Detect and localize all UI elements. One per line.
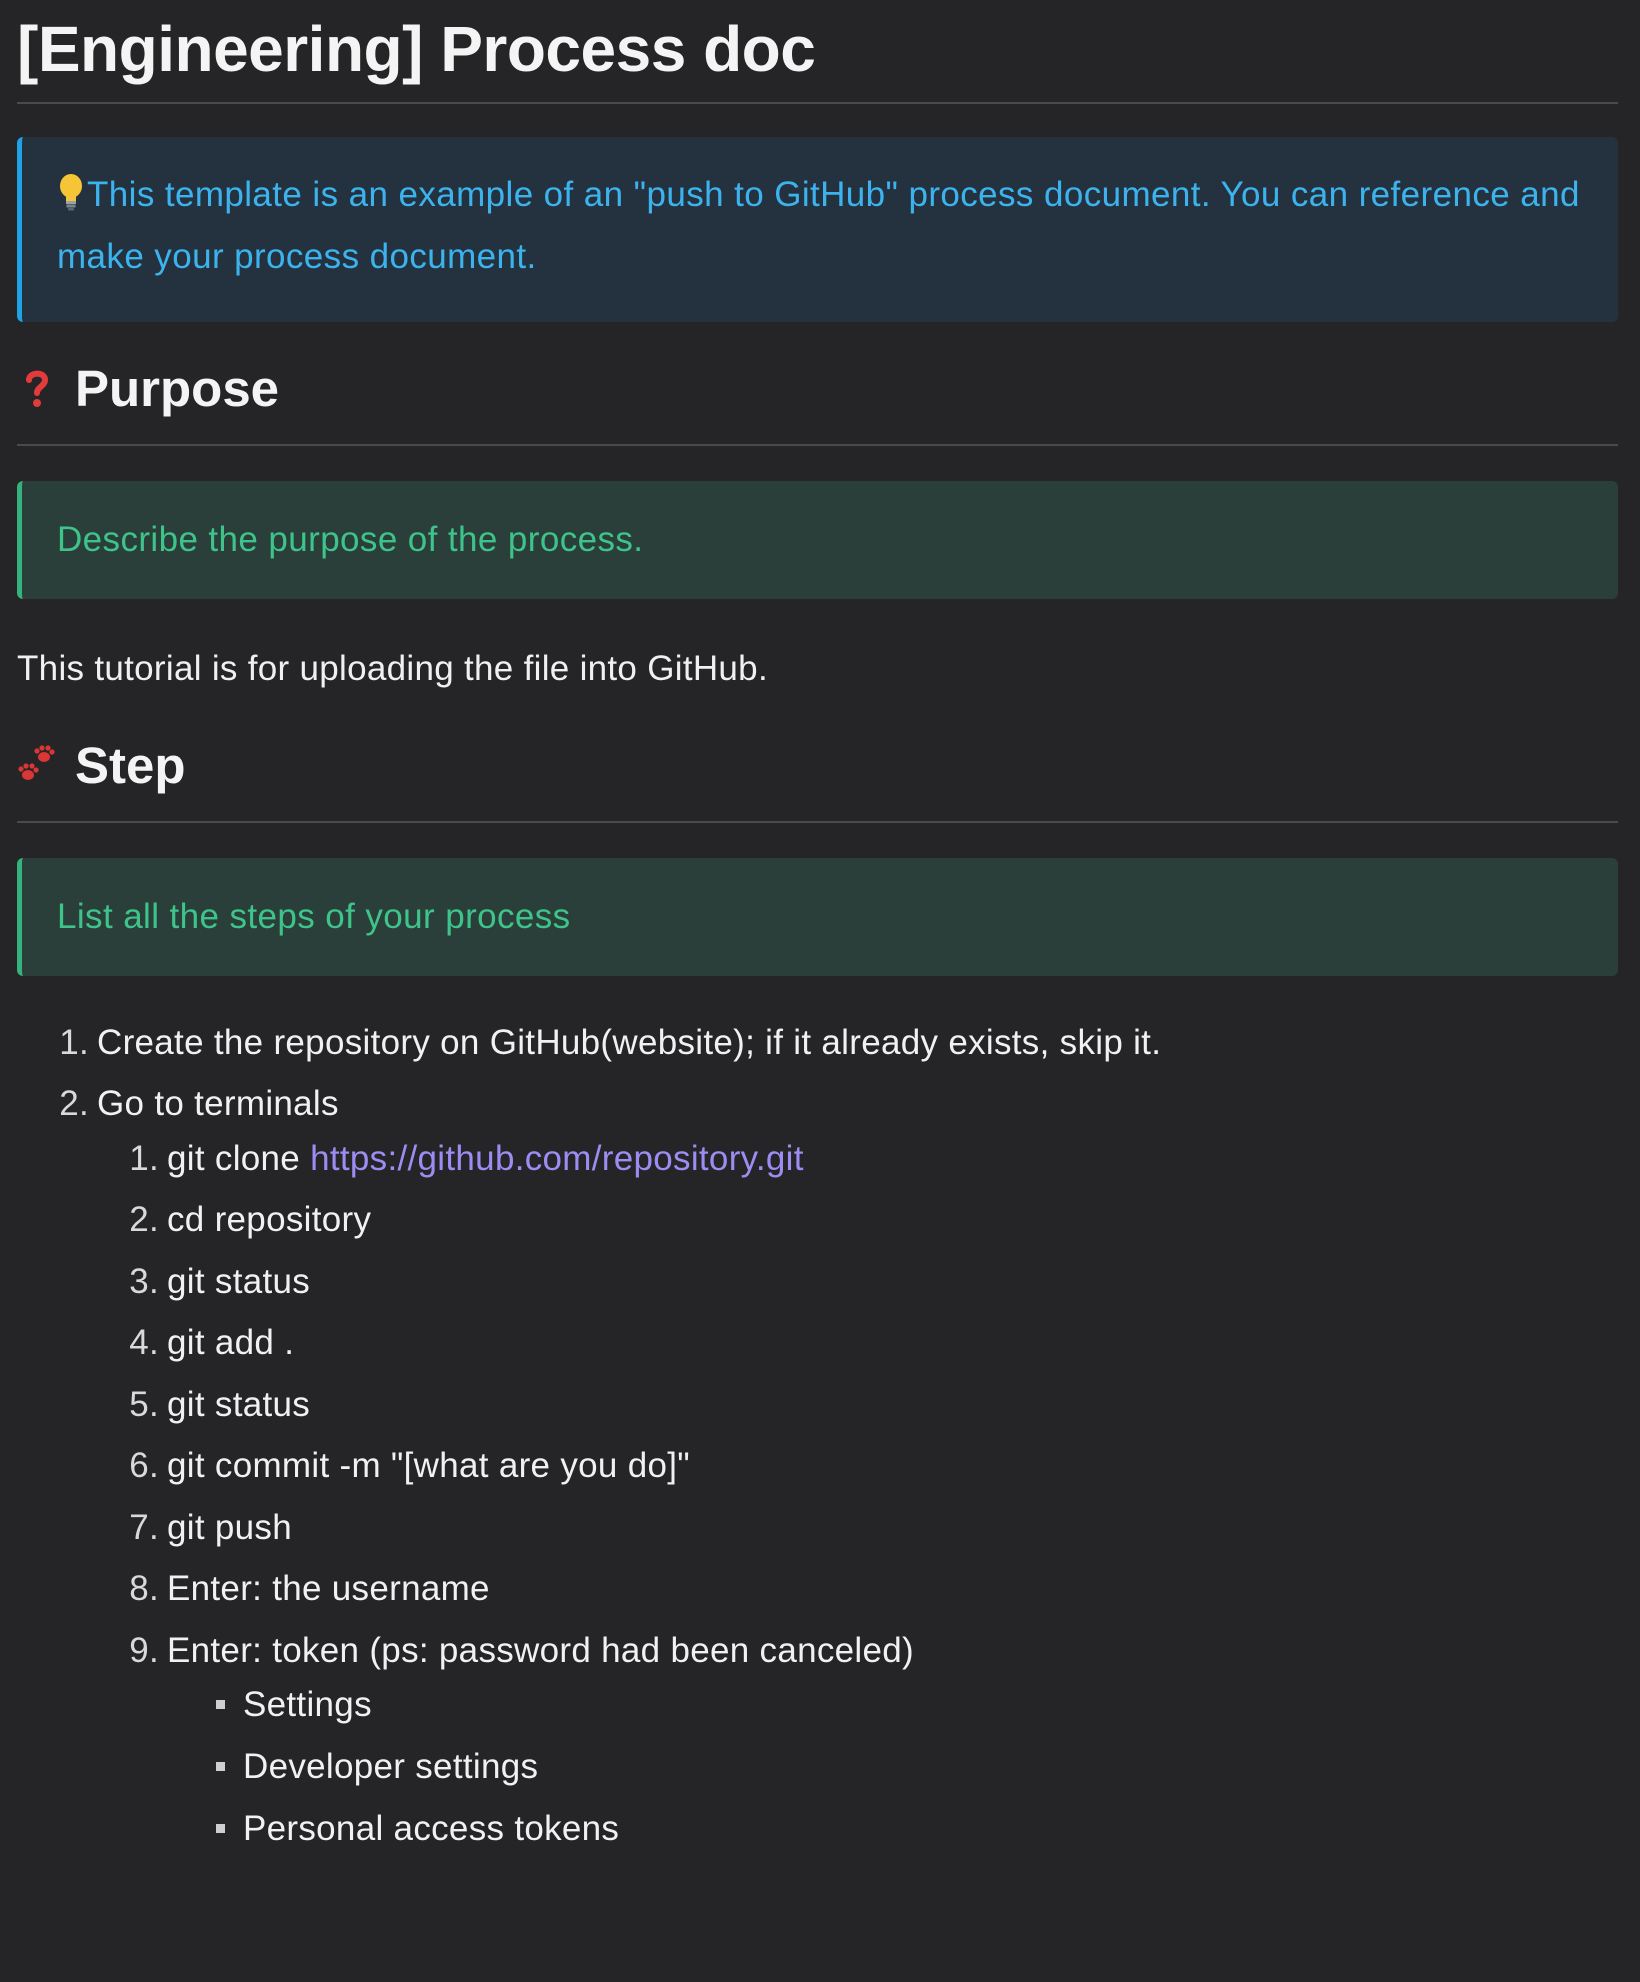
- question-mark-icon: [17, 366, 57, 410]
- list-item: [17, 1497, 1618, 1559]
- list-item-text: git clone: [167, 1138, 311, 1178]
- list-item-text: Create the repository on GitHub(website); if it already exists, skip it.: [97, 1022, 1162, 1062]
- terminal-steps-list: [17, 1128, 1618, 1860]
- list-item-text: Enter: token (ps: password had been canceled): [167, 1630, 914, 1670]
- bullet-marker: [216, 1700, 225, 1709]
- list-number: 2.: [129, 1200, 159, 1240]
- list-number: 4.: [129, 1323, 159, 1363]
- list-number: 2.: [59, 1083, 89, 1123]
- list-item-text: cd repository: [167, 1200, 372, 1240]
- list-item-text: git commit -m "[what are you do]": [167, 1446, 690, 1486]
- step-callout-text: List all the steps of your process: [57, 897, 571, 936]
- list-number: 7.: [129, 1507, 159, 1547]
- list-item-text: Go to terminals: [97, 1083, 339, 1123]
- page-title: [Engineering] Process doc: [17, 13, 816, 85]
- bullet-marker: [216, 1762, 225, 1771]
- list-number: 3.: [129, 1261, 159, 1301]
- list-item: [17, 1798, 1618, 1860]
- paw-prints-icon: [17, 743, 57, 787]
- list-item: [17, 1190, 1618, 1252]
- section-heading-purpose: [17, 332, 1618, 444]
- purpose-body: This tutorial is for uploading the file into GitHub.: [17, 649, 768, 688]
- list-item: [17, 1436, 1618, 1498]
- divider: [17, 821, 1618, 823]
- list-item: [17, 1012, 1618, 1073]
- section-title: Purpose: [75, 359, 280, 417]
- list-number: 9.: [129, 1630, 159, 1670]
- list-item: [17, 1313, 1618, 1375]
- section-title: Step: [75, 736, 186, 794]
- bullet-marker: [216, 1824, 225, 1833]
- template-callout: [17, 137, 1618, 322]
- list-number: 8.: [129, 1569, 159, 1609]
- repository-link[interactable]: https://github.com/repository.git: [310, 1138, 804, 1178]
- list-item-text: Enter: the username: [167, 1569, 490, 1609]
- list-item: [17, 1073, 1618, 1860]
- list-item-text: git add .: [167, 1323, 295, 1363]
- list-item: [17, 1128, 1618, 1190]
- list-item: [17, 1559, 1618, 1621]
- list-item-text: git status: [167, 1384, 311, 1424]
- divider: [17, 102, 1618, 104]
- purpose-callout-text: Describe the purpose of the process.: [57, 520, 644, 559]
- purpose-callout: [17, 481, 1618, 599]
- step-list: [17, 1012, 1618, 1860]
- list-item: [17, 1674, 1618, 1736]
- list-item: [17, 1620, 1618, 1860]
- step-callout: [17, 858, 1618, 976]
- list-item-text: Settings: [243, 1684, 372, 1724]
- list-number: 1.: [129, 1138, 159, 1178]
- list-item-text: git status: [167, 1261, 311, 1301]
- template-callout-text: This template is an example of an "push to GitHub" process document. You can reference and make your process document.: [57, 175, 1580, 276]
- list-item-text: Developer settings: [243, 1746, 539, 1786]
- divider: [17, 444, 1618, 446]
- list-number: 6.: [129, 1446, 159, 1486]
- list-item-text: Personal access tokens: [243, 1808, 620, 1848]
- list-item: [17, 1736, 1618, 1798]
- token-path-list: [17, 1674, 1618, 1860]
- list-number: 1.: [59, 1022, 89, 1062]
- list-item-text: git push: [167, 1507, 292, 1547]
- lightbulb-icon: [57, 172, 85, 212]
- list-item: [17, 1374, 1618, 1436]
- list-item: [17, 1251, 1618, 1313]
- list-number: 5.: [129, 1384, 159, 1424]
